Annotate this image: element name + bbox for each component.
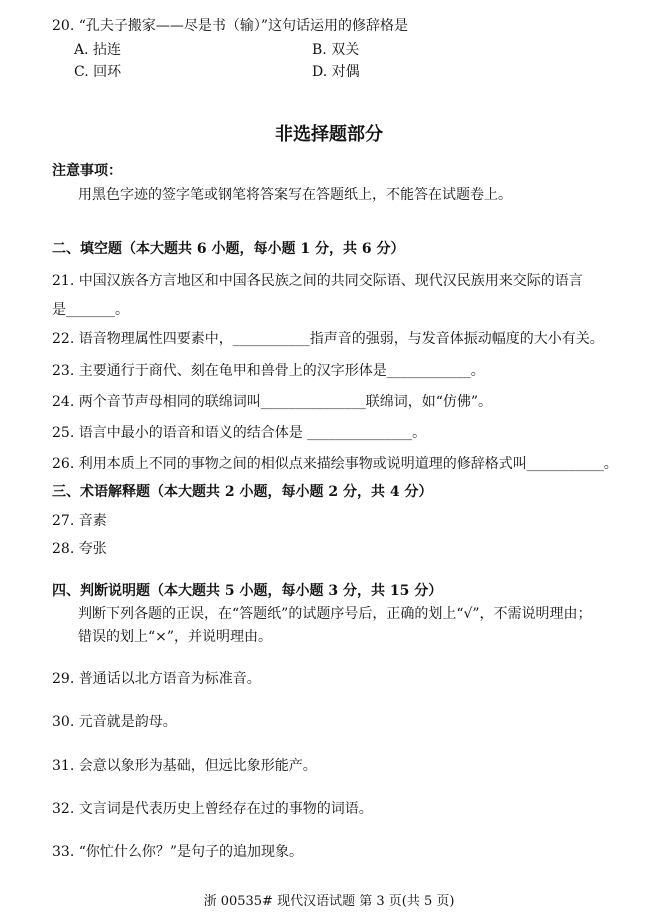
question-31: 31. 会意以象形为基础，但远比象形能产。	[52, 758, 317, 774]
question-29: 29. 普通话以北方语音为标准音。	[52, 671, 261, 687]
q20-option-a: A. 拈连	[74, 42, 122, 58]
part4-instruction-line1: 判断下列各题的正误，在“答题纸”的试题序号后，正确的划上“√”，不需说明理由；	[78, 606, 592, 622]
question-21-line2: 是_______。	[52, 302, 129, 318]
part4-instruction-line2: 错误的划上“×”，并说明理由。	[78, 629, 273, 645]
question-27: 27. 音素	[52, 513, 107, 529]
q20-option-d: D. 对偶	[312, 64, 360, 80]
question-22: 22. 语音物理属性四要素中，___________指声音的强弱，与发音体振动幅度的大小有关。	[52, 331, 604, 347]
question-20: 20. “孔夫子搬家——尽是书（输）”这句话运用的修辞格是	[52, 18, 409, 34]
q20-option-b: B. 双关	[312, 42, 360, 58]
question-24: 24. 两个音节声母相同的联绵词叫_______________联绵词，如“仿佛”。	[52, 394, 493, 410]
part3-heading: 三、术语解释题（本大题共 2 小题，每小题 2 分，共 4 分）	[52, 484, 433, 500]
page-footer: 浙 00535# 现代汉语试题 第 3 页(共 5 页)	[203, 894, 455, 909]
notice-text: 用黑色字迹的签字笔或钢笔将答案写在答题纸上，不能答在试题卷上。	[78, 187, 512, 203]
question-32: 32. 文言词是代表历史上曾经存在过的事物的词语。	[52, 801, 373, 817]
question-25: 25. 语言中最小的语音和语义的结合体是 _______________。	[52, 425, 427, 441]
notice-heading: 注意事项：	[52, 163, 122, 179]
question-23: 23. 主要通行于商代、刻在龟甲和兽骨上的汉字形体是____________。	[52, 363, 485, 379]
question-26: 26. 利用本质上不同的事物之间的相似点来描绘事物或说明道理的修辞格式叫___________。	[52, 456, 618, 472]
part2-heading: 二、填空题（本大题共 6 小题，每小题 1 分，共 6 分）	[52, 241, 405, 257]
q20-option-c: C. 回环	[74, 64, 122, 80]
question-30: 30. 元音就是韵母。	[52, 714, 177, 730]
question-21-line1: 21. 中国汉族各方言地区和中国各民族之间的共同交际语、现代汉民族用来交际的语言	[52, 273, 583, 289]
question-28: 28. 夸张	[52, 541, 107, 557]
question-33: 33. “你忙什么你？”是句子的追加现象。	[52, 844, 304, 860]
section-title: 非选择题部分	[275, 124, 383, 145]
part4-heading: 四、判断说明题（本大题共 5 小题，每小题 3 分，共 15 分）	[52, 583, 443, 599]
